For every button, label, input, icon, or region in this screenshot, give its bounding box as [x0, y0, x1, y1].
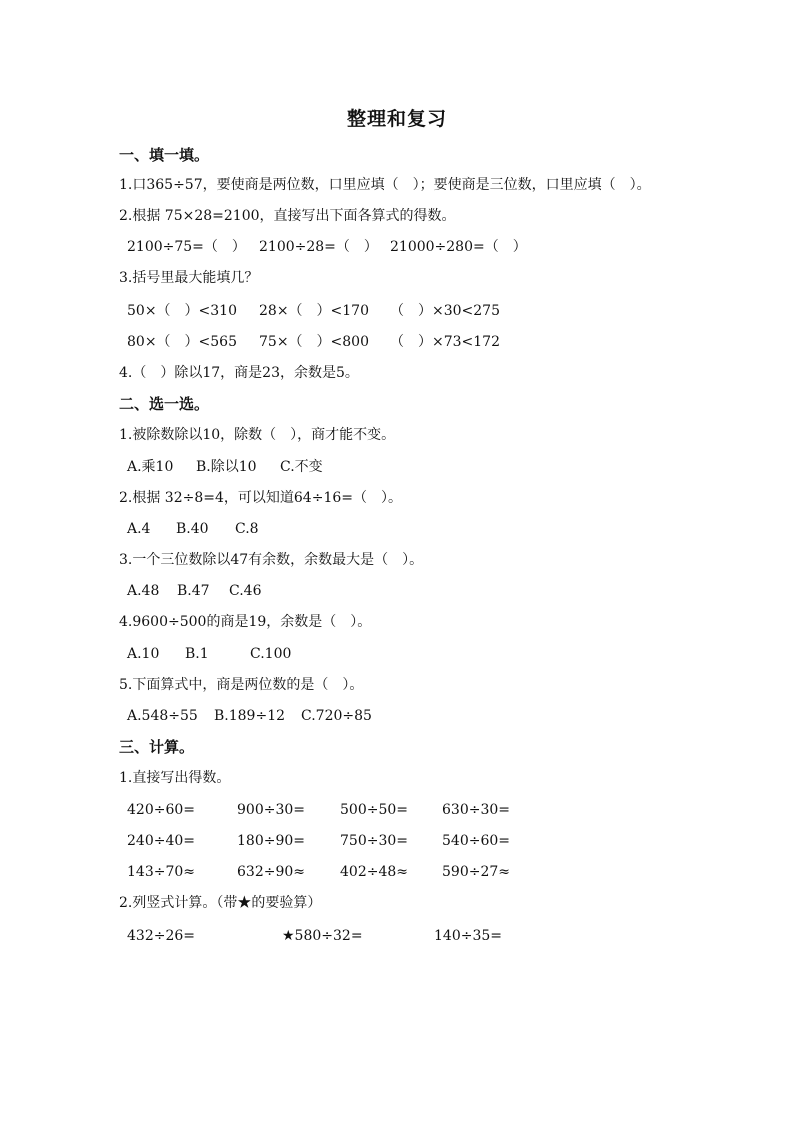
s1-q3-item: （ ）×30<275 [390, 303, 500, 319]
s1-question-3: 3.括号里最大能填几？ [119, 270, 259, 286]
s3-calc-item: 900÷30= [237, 802, 305, 818]
s2-q3-option: B.47 [177, 583, 210, 599]
page-title: 整理和复习 [346, 108, 447, 130]
s3-calc-item: 540÷60= [442, 833, 510, 849]
s2-q4-option: C.100 [250, 646, 292, 662]
s2-question-1: 1.被除数除以10，除数（ ），商才能不变。 [119, 427, 396, 443]
section-2-heading: 二、选一选。 [119, 395, 210, 413]
s2-question-3: 3.一个三位数除以47有余数，余数最大是（ ）。 [119, 552, 424, 568]
s1-q2-item: 2100÷28=（ ） [259, 239, 378, 255]
s2-q2-option: A.4 [127, 521, 151, 537]
s3-vertical-calc-item: 140÷35= [434, 928, 502, 944]
s2-q3-option: C.46 [229, 583, 262, 599]
s2-q1-option: C.不变 [280, 459, 323, 475]
s1-q3-item: 50×（ ）<310 [127, 303, 237, 319]
s3-calc-item: 632÷90≈ [237, 864, 305, 880]
s2-q1-option: B.除以10 [196, 459, 257, 475]
s2-q3-option: A.48 [127, 583, 160, 599]
s3-calc-item: 590÷27≈ [442, 864, 510, 880]
s1-question-4: 4.（ ）除以17，商是23，余数是5。 [119, 365, 359, 381]
s2-q4-option: A.10 [127, 646, 160, 662]
s2-q1-option: A.乘10 [127, 459, 174, 475]
s1-question-2: 2.根据 75×28=2100，直接写出下面各算式的得数。 [119, 208, 456, 224]
s1-q2-item: 21000÷280=（ ） [390, 239, 527, 255]
s3-vertical-calc-item: ★580÷32= [282, 928, 363, 944]
s2-question-2: 2.根据 32÷8=4，可以知道64÷16=（ ）。 [119, 490, 402, 506]
s3-calc-item: 750÷30= [340, 833, 408, 849]
s3-calc-item: 143÷70≈ [127, 864, 195, 880]
s2-q2-option: B.40 [176, 521, 209, 537]
s3-calc-item: 630÷30= [442, 802, 510, 818]
s2-question-4: 4.9600÷500的商是19，余数是（ ）。 [119, 614, 372, 630]
s3-calc-item: 420÷60= [127, 802, 195, 818]
s1-question-1: 1.口365÷57，要使商是两位数，口里应填（ ）；要使商是三位数，口里应填（ ）。 [119, 177, 651, 193]
s2-q2-option: C.8 [235, 521, 259, 537]
s2-q4-option: B.1 [185, 646, 209, 662]
s1-q3-item: 28×（ ）<170 [259, 303, 369, 319]
s3-calc-item: 402÷48≈ [340, 864, 408, 880]
s1-q3-item: （ ）×73<172 [390, 334, 500, 350]
s2-q5-option: B.189÷12 [214, 708, 286, 724]
s3-vertical-calc-item: 432÷26= [127, 928, 195, 944]
s2-q5-option: C.720÷85 [301, 708, 372, 724]
s3-question-1: 1.直接写出得数。 [119, 770, 231, 786]
s1-q2-item: 2100÷75=（ ） [127, 239, 246, 255]
s1-q3-item: 80×（ ）<565 [127, 334, 237, 350]
section-3-heading: 三、计算。 [119, 738, 195, 756]
s3-question-2: 2.列竖式计算。（带★的要验算） [119, 895, 322, 911]
s3-calc-item: 500÷50= [340, 802, 408, 818]
section-1-heading: 一、填一填。 [119, 146, 210, 164]
s2-q5-option: A.548÷55 [127, 708, 198, 724]
s3-calc-item: 240÷40= [127, 833, 195, 849]
s1-q3-item: 75×（ ）<800 [259, 334, 369, 350]
s2-question-5: 5.下面算式中，商是两位数的是（ ）。 [119, 677, 364, 693]
s3-calc-item: 180÷90= [237, 833, 305, 849]
